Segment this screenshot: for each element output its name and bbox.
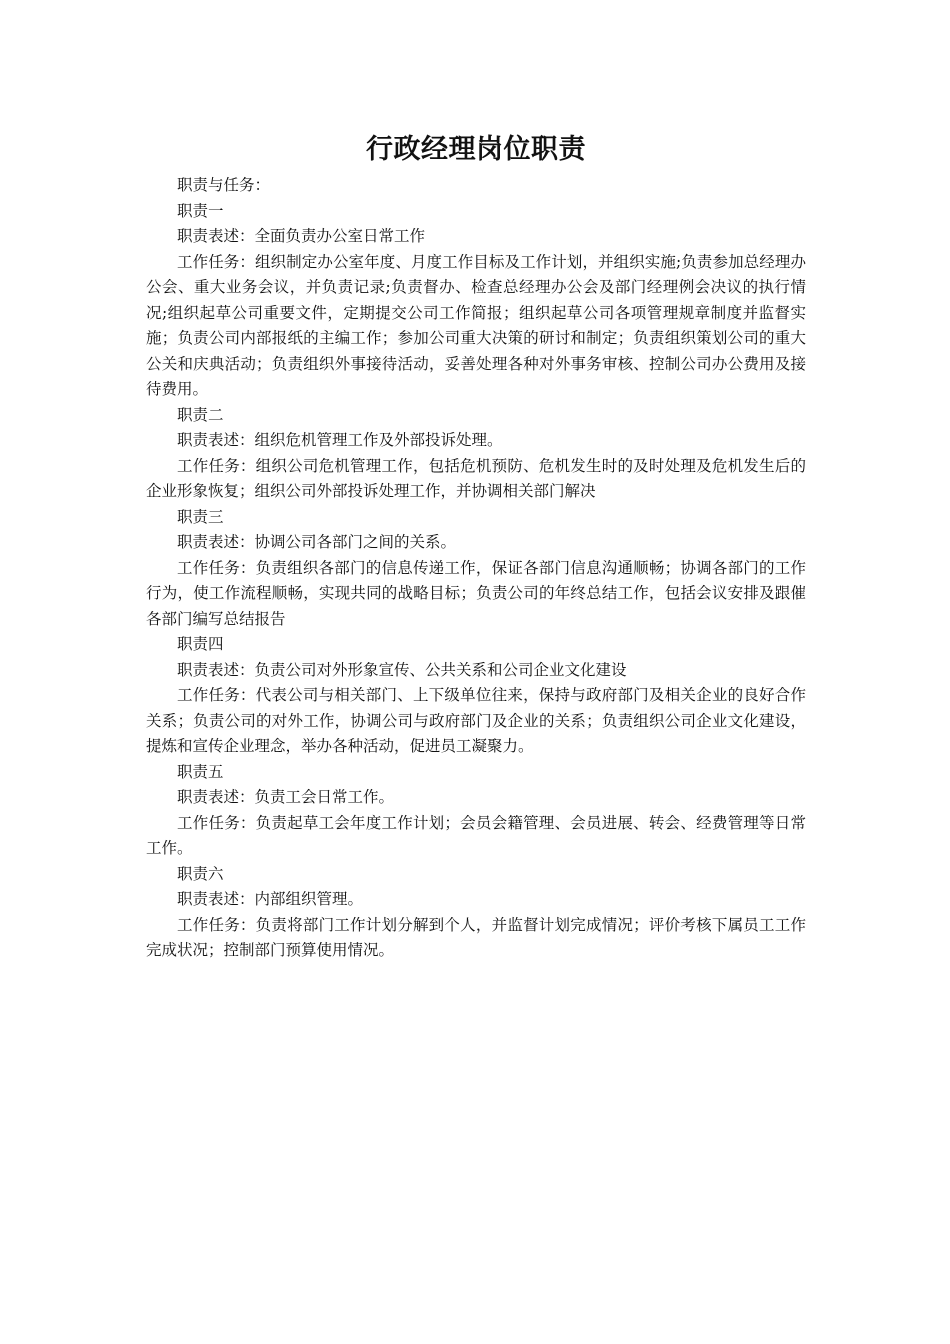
duty-heading: 职责四 <box>177 635 224 653</box>
intro-text: 职责与任务： <box>177 176 271 194</box>
duty-statement: 职责表述：负责公司对外形象宣传、公共关系和公司企业文化建设 <box>177 660 627 679</box>
duty-tasks: 工作任务：负责组织各部门的信息传递工作，保证各部门信息沟通顺畅；协调各部门的工作行为，使工作流程顺畅，实现共同的战略目标；负责公司的年终总结工作，包括会议安排及跟催各部门编写总结报告 <box>146 558 806 628</box>
duty-heading: 职责三 <box>177 507 224 526</box>
duty-tasks: 工作任务：组织制定办公室年度、月度工作目标及工作计划，并组织实施;负责参加总经理办公会、重大业务会议，并负责记录;负责督办、检查总经理办公会及部门经理例会决议的执行情况;组织起草公司重要文件，定期提交公司工作简报；组织起草公司各项管理规章制度并监督实施；负责公司内部报纸的主编工作；参加公司重大决策的研讨和制定；负责组织策划公司的重大公关和庆典活动；负责组织外事接待活动，妥善处理各种对外事务审核、控制公司办公费用及接待费用。 <box>146 252 806 398</box>
document-page <box>146 128 806 964</box>
duty-statement: 职责表述：内部组织管理。 <box>177 890 364 908</box>
duty-statement: 职责表述：负责工会日常工作。 <box>177 788 395 806</box>
duty-heading: 职责一 <box>177 201 224 220</box>
duty-statement: 职责表述：组织危机管理工作及外部投诉处理。 <box>177 431 503 449</box>
duty-heading: 职责二 <box>177 405 224 424</box>
duty-tasks: 工作任务：负责起草工会年度工作计划；会员会籍管理、会员进展、转会、经费管理等日常工作。 <box>146 813 806 857</box>
duty-statement: 职责表述：全面负责办公室日常工作 <box>177 227 426 245</box>
document-title: 行政经理岗位职责 <box>366 134 586 165</box>
duty-statement: 职责表述：协调公司各部门之间的关系。 <box>177 533 457 551</box>
duty-tasks: 工作任务：负责将部门工作计划分解到个人，并监督计划完成情况；评价考核下属员工工作完成状况；控制部门预算使用情况。 <box>146 915 806 959</box>
duty-tasks: 工作任务：代表公司与相关部门、上下级单位往来，保持与政府部门及相关企业的良好合作关系；负责公司的对外工作，协调公司与政府部门及企业的关系；负责组织公司企业文化建设，提炼和宣传企业理念，举办各种活动，促进员工凝聚力。 <box>146 686 806 755</box>
duty-heading: 职责五 <box>177 762 224 781</box>
duty-heading: 职责六 <box>177 864 224 883</box>
duty-tasks: 工作任务：组织公司危机管理工作，包括危机预防、危机发生时的及时处理及危机发生后的企业形象恢复；组织公司外部投诉处理工作，并协调相关部门解决 <box>146 456 806 500</box>
